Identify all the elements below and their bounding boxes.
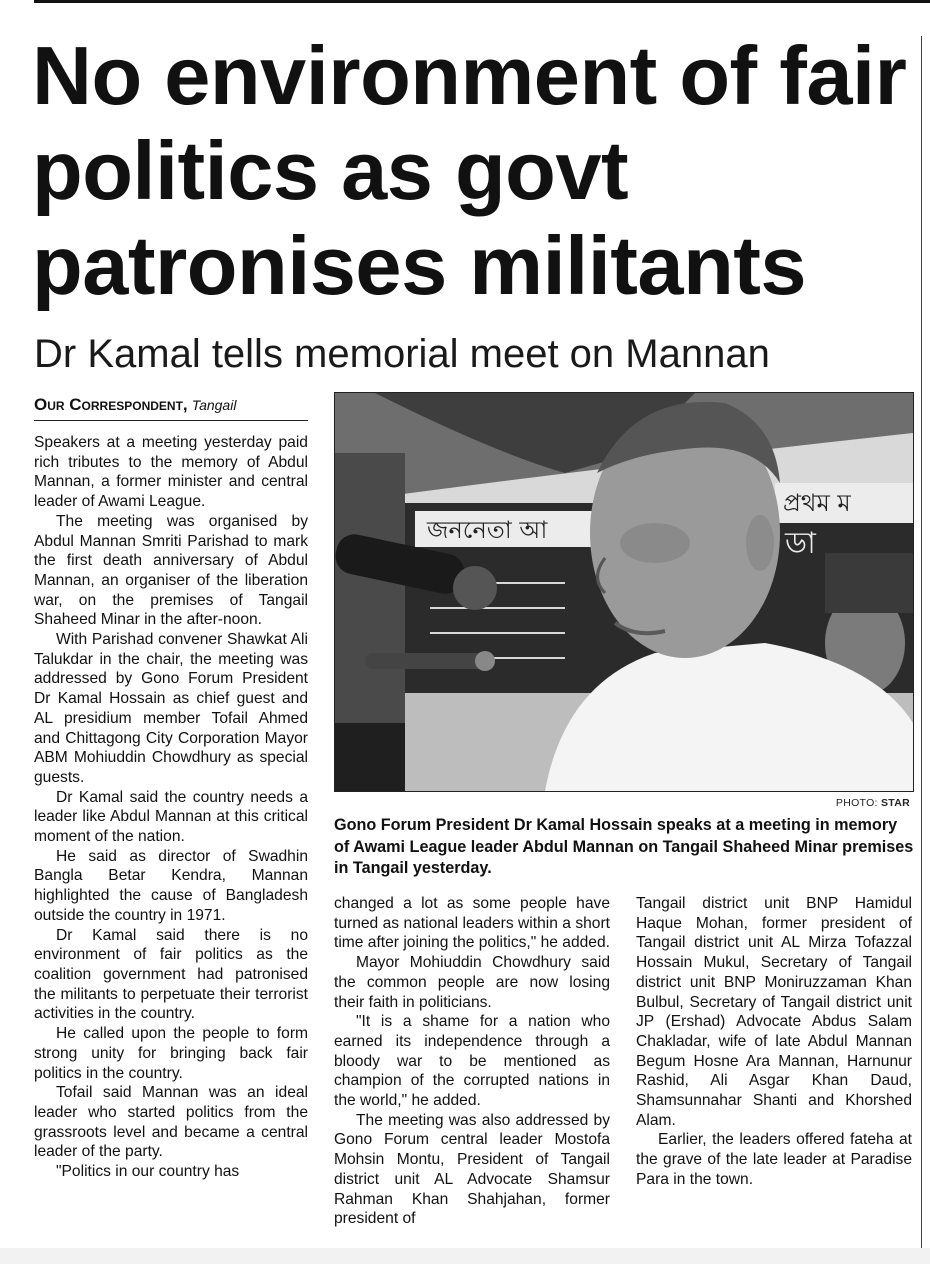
subheadline: Dr Kamal tells memorial meet on Mannan (34, 332, 770, 376)
article-column-2 (334, 894, 610, 1229)
photo-illustration (335, 393, 913, 791)
paragraph: Dr Kamal said there is no environment of fair politics as the coalition government had patronised the militants to perpetuate their terrorist activities in the country. (34, 926, 308, 1023)
paragraph: Earlier, the leaders offered fateha at the grave of the late leader at Paradise Para in the town. (636, 1131, 912, 1188)
paragraph: The meeting was also addressed by Gono Forum central leader Mostofa Mohsin Montu, President of Tangail district unit AL Advocate Shamsur Rahman Khan Shahjahan, former president of (334, 1111, 610, 1228)
banner-text: জননেতা আ (427, 516, 548, 544)
news-photo (334, 392, 914, 792)
paragraph: Tangail district unit BNP Hamidul Haque Mohan, former president of Tangail district unit AL Mirza Tofazzal Hossain Mukul, Secretary of Tangail district unit BNP Moniruzzaman Khan Bulbul, Secretary of Tangail district unit JP (Ershad) Advocate Abdus Salam Chakladar, wife of late Abdul Mannan Begum Hosne Ara Mannan, Harnunur Rashid, Ali Asgar Khan Daud, Shamsunnahar Shanti and Khorshed Alam. (636, 895, 912, 1129)
paragraph: Mayor Mohiuddin Chowdhury said the common people are now losing their faith in politicians. (334, 954, 610, 1011)
paragraph: Tofail said Mannan was an ideal leader who started politics from the grassroots level and became a central leader of the party. (34, 1084, 308, 1161)
paragraph: He said as director of Swadhin Bangla Betar Kendra, Mannan highlighted the cause of Bangladesh outside the country in 1971. (34, 847, 308, 924)
paragraph: "Politics in our country has (56, 1163, 240, 1181)
headline: No environment of fair politics as govt patronises militants (32, 29, 907, 312)
page-bottom-edge (0, 1248, 930, 1264)
banner-text-right: প্রথম ম (783, 489, 851, 517)
paragraph: Dr Kamal said the country needs a leader like Abdul Mannan at this critical moment of the nation. (34, 788, 308, 846)
photo-credit-label: PHOTO: (835, 797, 878, 809)
photo-credit (600, 797, 910, 809)
byline-place: Tangail (191, 397, 237, 413)
paragraph: With Parishad convener Shawkat Ali Talukdar in the chair, the meeting was addressed by Gono Forum President Dr Kamal Hossain as chief guest and AL presidium member Tofail Ahmed and Chittagong City Corporation Mayor ABM Mohiuddin Chowdhury as special guests. (34, 631, 308, 786)
byline (34, 394, 308, 421)
photo-credit-source: STAR (880, 797, 910, 809)
article-column-1 (34, 433, 308, 1182)
article-column-3 (636, 894, 912, 1190)
paragraph: "It is a shame for a nation who earned its independence through a bloody war to be mentioned as champion of the corrupted nations in the world," he added. (334, 1013, 610, 1110)
paragraph: He called upon the people to form strong unity for bringing back fair politics in the country. (34, 1025, 308, 1082)
photo-caption: Gono Forum President Dr Kamal Hossain speaks at a meeting in memory of Awami League leader Abdul Mannan on Tangail Shaheed Minar premises in Tangail yesterday. (334, 816, 914, 877)
paragraph: Speakers at a meeting yesterday paid rich tributes to the memory of Abdul Mannan, a former minister and central leader of Awami League. (34, 434, 308, 511)
top-rule (34, 0, 930, 3)
byline-name: Our Correspondent, (34, 395, 188, 414)
banner-text-right-2: ডা (785, 526, 816, 561)
paragraph: The meeting was organised by Abdul Mannan Smriti Parishad to mark the first death anniversary of Abdul Mannan, an organiser of the liberation war, on the premises of Tangail Shaheed Minar in the after-noon. (34, 512, 308, 629)
paragraph: changed a lot as some people have turned as national leaders within a short time after joining the politics," he added. (334, 895, 610, 952)
